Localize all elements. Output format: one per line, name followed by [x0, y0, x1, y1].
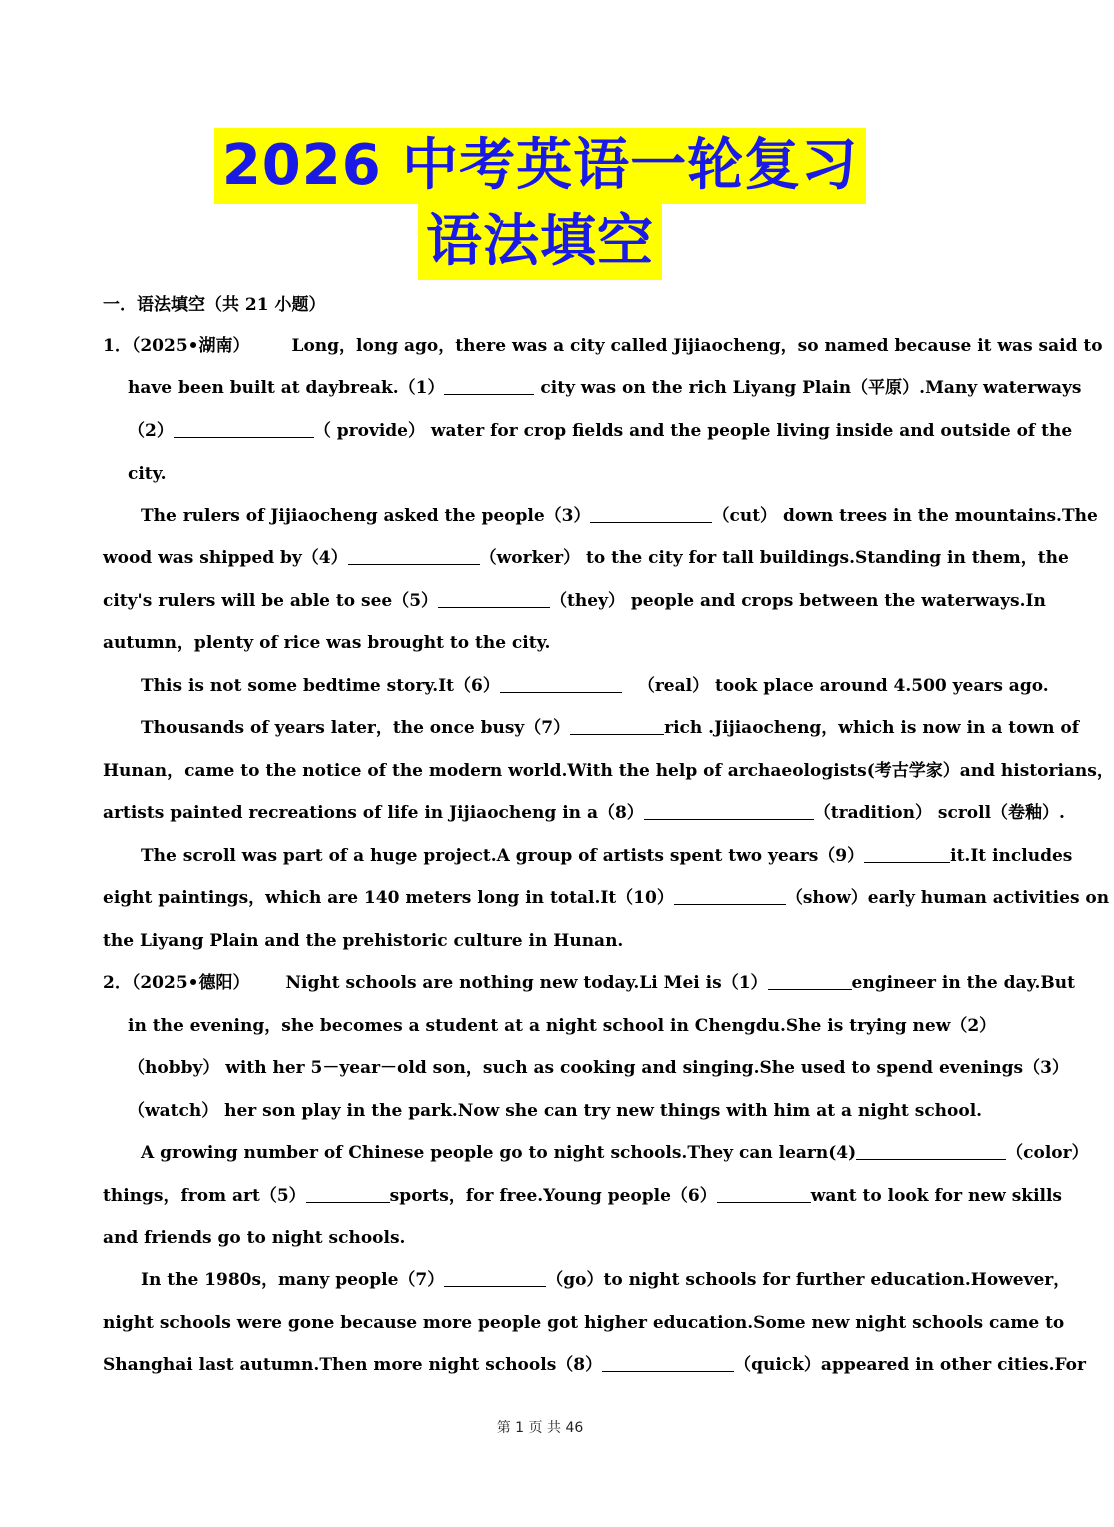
- blank-q1-8[interactable]: [644, 801, 814, 820]
- q1-line-8: autumn，plenty of rice was brought to the city.: [103, 633, 551, 653]
- q1-line-1: 1．（2025•湖南） Long，long ago，there was a city called Jijiaocheng，so named because it was said to: [103, 336, 1103, 356]
- q2-line-10: Shanghai last autumn.Then more night schools（8） （quick）appeared in other cities.For: [103, 1355, 1086, 1375]
- q1-line-7: city's rulers will be able to see（5） （they） people and crops between the waterways.In: [103, 591, 1046, 611]
- q2-line-6: things，from art（5） sports，for free.Young people（6） want to look for new skills: [103, 1186, 1063, 1206]
- blank-q2-4[interactable]: [856, 1141, 1006, 1160]
- section-heading: 一．语法填空（共 21 小题）: [103, 295, 326, 315]
- q2-line-1: 2．（2025•德阳） Night schools are nothing new today.Li Mei is（1） engineer in the day.But: [103, 973, 1075, 993]
- blank-q1-9[interactable]: [864, 844, 950, 863]
- q2-number: 2．（2025•德阳）: [103, 973, 250, 993]
- q1-line-14: eight paintings，which are 140 meters long in total.It（10） （show）early human activities on: [103, 888, 1110, 908]
- q2-line-7: and friends go to night schools.: [103, 1228, 406, 1248]
- q2-line-2: in the evening，she becomes a student at a night school in Chengdu.She is trying new（2）: [128, 1016, 997, 1036]
- q2-line-3: （hobby） with her 5－year－old son，such as cooking and singing.She used to spend evenings（3）: [128, 1058, 1069, 1078]
- q1-line-11: Hunan，came to the notice of the modern world.With the help of archaeologists(考古学家）and historians，: [103, 761, 1114, 781]
- q2-line-9: night schools were gone because more people got higher education.Some new night schools came to: [103, 1313, 1065, 1333]
- q1-line-5: The rulers of Jijiaocheng asked the people（3） （cut） down trees in the mountains.The: [141, 506, 1098, 526]
- q1-line-3: （2） （ provide） water for crop fields and the people living inside and outside of the: [128, 421, 1073, 441]
- blank-q2-1[interactable]: [768, 971, 852, 990]
- q1-line-13: The scroll was part of a huge project.A group of artists spent two years（9） it.It includes: [141, 846, 1073, 866]
- q2-line-5: A growing number of Chinese people go to night schools.They can learn(4) （color）: [141, 1143, 1089, 1163]
- page-footer: 第 1 页 共 46: [496, 1420, 584, 1436]
- q1-line-10: Thousands of years later，the once busy（7） rich .Jijiaocheng，which is now in a town of: [141, 718, 1080, 738]
- q1-line-4: city.: [128, 464, 167, 484]
- q1-line-15: the Liyang Plain and the prehistoric culture in Hunan.: [103, 931, 624, 951]
- q2-line-8: In the 1980s，many people（7） （go）to night schools for further education.However，: [141, 1270, 1071, 1290]
- blank-q2-5[interactable]: [306, 1184, 390, 1203]
- blank-q1-6[interactable]: [500, 674, 622, 693]
- blank-q1-4[interactable]: [348, 546, 480, 565]
- blank-q2-7[interactable]: [444, 1268, 546, 1287]
- blank-q1-5[interactable]: [438, 589, 550, 608]
- blank-q1-10[interactable]: [674, 886, 786, 905]
- q1-number: 1．（2025•湖南）: [103, 336, 250, 356]
- q2-line-4: （watch） her son play in the park.Now she can try new things with him at a night school.: [128, 1101, 983, 1121]
- blank-q2-6[interactable]: [717, 1184, 811, 1203]
- title-line-2: 语法填空: [0, 204, 1080, 280]
- q1-line-9: This is not some bedtime story.It（6） （real） took place around 4.500 years ago.: [141, 676, 1049, 696]
- blank-q1-1[interactable]: [444, 376, 534, 395]
- blank-q2-8[interactable]: [602, 1353, 734, 1372]
- blank-q1-2[interactable]: [174, 419, 314, 438]
- q1-line-2: have been built at daybreak.（1） city was on the rich Liyang Plain（平原）.Many waterways: [128, 378, 1082, 398]
- blank-q1-3[interactable]: [590, 504, 712, 523]
- title-line-1: 2026 中考英语一轮复习: [0, 128, 1080, 204]
- blank-q1-7[interactable]: [570, 716, 664, 735]
- q1-line-6: wood was shipped by（4） （worker） to the city for tall buildings.Standing in them，the: [103, 548, 1069, 568]
- q1-line-12: artists painted recreations of life in Jijiaocheng in a（8） （tradition） scroll（卷釉）.: [103, 803, 1065, 823]
